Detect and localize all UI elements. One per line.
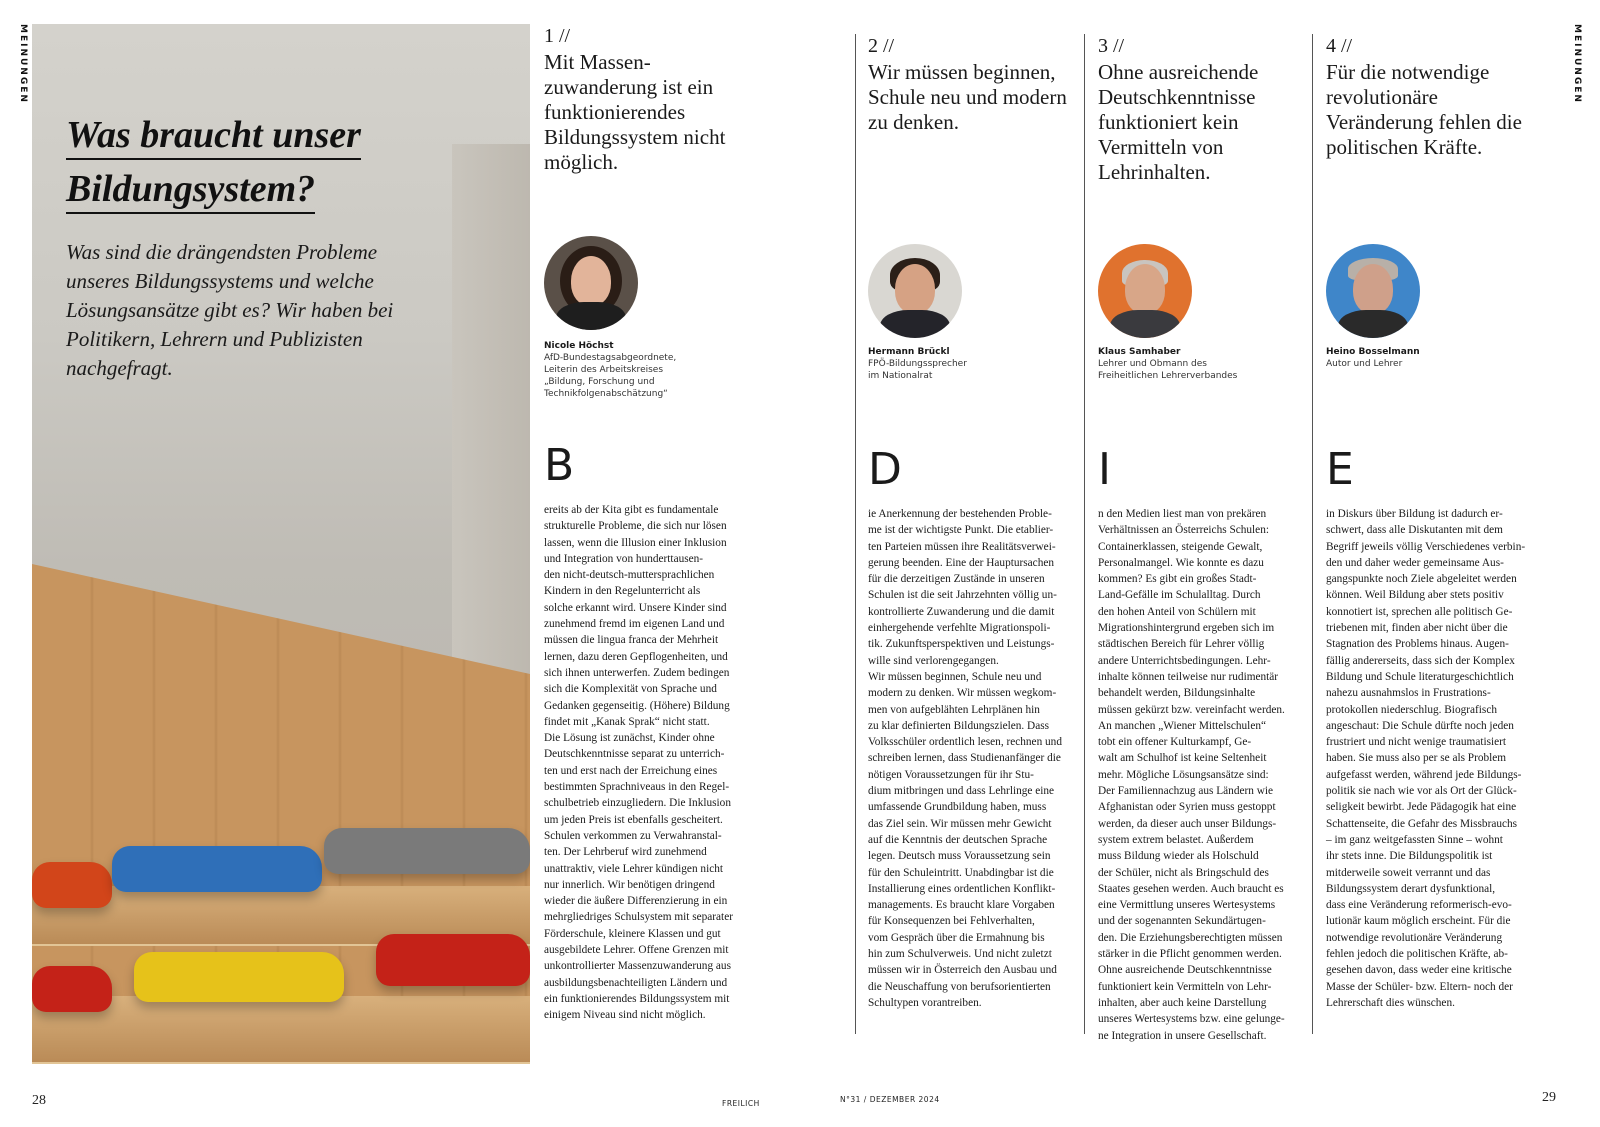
column-number: 3 // [1098,35,1125,57]
column-body-text: ie Anerkennung der bestehenden Proble- me ist der wichtigste Punkt. Die etablier- ten Parteien müssen ihre Realitätsverwei- gerung beenden. Eine der Hauptursachen für die derzeitigen Zustände in unseren Schulen ist die seit Jahrzehnten völlig un- kontrollierte Zuwanderung und die damit einhergehende verfehlte Migrationspoli- tik. Zukunftsperspektiven und Leistungs- wille sind verlorengegangen. Wir müssen beginnen, Schule neu und modern zu denken. Wir müssen wegkom- men von aufgeblähten Lehrplänen hin zu klar definierten Bildungszielen. Dass Volksschüler ordentlich lesen, rechnen und schreiben lernen, dass Studienanfänger die nötigen Voraussetzungen für ihr Stu- dium mitbringen und dass Lehrlinge eine umfassende Grundbildung haben, muss das Ziel sein. Wir müssen mehr Gewicht auf die Kenntnis der deutschen Sprache legen. Deutsch muss Voraussetzung sein für den Schuleintritt. Unabdingbar ist die Installierung eines ordentlichen Konflikt- managements. Es braucht klare Vorgaben für Konsequenzen bei Fehlverhalten, vom Gespräch über die Ermahnung bis hin zum Schulverweis. Und nicht zuletzt müssen wir in Österreich den Ausbau und die Neuschaffung von berufsorientierten Schultypen vorantreiben. [868,508,1062,1009]
section-label-left: MEINUNGEN [18,24,28,104]
person-name: Nicole Höchst [544,341,614,351]
opinion-column-2 [868,24,1080,1064]
photo-cushion-red [376,934,530,986]
portrait-photo [1326,244,1420,338]
article-title [66,108,426,216]
section-label-right: MEINUNGEN [1572,24,1582,104]
column-title: Ohne ausreichende Deutschkenntnisse funktioniert kein Vermitteln von Lehrinhalten. [1098,60,1259,184]
column-number: 2 // [868,35,895,57]
portrait-photo [1098,244,1192,338]
drop-cap: I [1098,444,1111,495]
portrait-photo [544,236,638,330]
column-divider [1084,34,1085,1034]
issue-info: N°31 / DEZEMBER 2024 [840,1095,940,1104]
column-body-text: n den Medien liest man von prekären Verhältnissen an Österreichs Schulen: Containerklassen, steigende Gewalt, Personalmangel. Wie konnte es dazu kommen? Es gibt ein großes Stadt- Land-Gefälle im Schulalltag. Durch den hohen Anteil von Schülern mit Migrationshintergrund ergeben sich im städtischen Bereich für Lehrer völlig andere Unterrichtsbedingungen. Lehr- inhalte können teilweise nur rudimentär behandelt werden, Bildungsinhalte müssen gekürzt bzw. vereinfacht werden. An manchen „Wiener Mittelschulen“ tobt ein offener Kulturkampf, Ge- walt am Schulhof ist keine Seltenheit mehr. Mögliche Lösungsansätze sind: Der Familiennachzug aus Ländern wie Afghanistan oder Syrien muss gestoppt werden, da dieser auch unser Bildungs- system extrem belastet. Außerdem muss Bildung wieder als Holschuld der Schüler, nicht als Bringschuld des Staates gesehen werden. Auch braucht es eine Vermittlung unseres Wertesystems und der sogenannten Sekundärtugen- den. Die Erziehungsberechtigten müssen stärker in die Pflicht genommen werden. Ohne ausreichende Deutschkenntnisse funktioniert kein Vermitteln von Lehr- inhalten, aber auch keine Darstellung unseres Wertesystems bzw. eine gelunge- ne Integration in unsere Gesellschaft. [1098,508,1285,1042]
person-role: Lehrer und Obmann des Freiheitlichen Lehrerverbandes [1098,359,1238,381]
person-role: AfD-Bundestagsabgeordnete, Leiterin des Arbeitskreises „Bildung, Forschung und Technikfolgenabschätzung“ [544,353,677,399]
opinion-column-1 [544,24,756,1064]
column-body-text: in Diskurs über Bildung ist dadurch er- schwert, dass alle Diskutanten mit dem Begriff jeweils völlig Verschiedenes verbin- den und daher weder gemeinsame Aus- gangspunkte noch Ziele abgeleitet werden können. Weil Bildung aber stets positiv konnotiert ist, sprechen alle politisch Ge- triebenen mit, finden aber nicht über die Stagnation des Problems hinaus. Augen- fällig andererseits, dass sich der Komplex Bildung und Schule literaturgeschichtlich nahezu ausnahmslos in Frustrations- protokollen niederschlug. Biografisch angeschaut: Die Schule dürfte noch jeden frustriert und nicht wenige traumatisiert haben. Sie muss also per se als Problem aufgefasst werden, während jede Bildungs- politik sie nach wie vor als Ort der Glück- seligkeit bewirbt. Jede Pädagogik hat eine Schattenseite, die Gefahr des Missbrauchs – im ganz weitgefassten Sinne – wohnt ihr stets inne. Die Bildungspolitik ist mitderweile soweit verrannt und das Bildungssystem derart dysfunktional, dass eine Veränderung reformerisch-evo- lutionär kaum möglich erscheint. Für die notwendige revolutionäre Veränderung fehlen jedoch die politischen Kräfte, ab- gesehen davon, dass weder eine kritische Masse der Schüler- bzw. Eltern- noch der Lehrerschaft dies wünschen. [1326,508,1526,1009]
article-title-line2: Bildungsystem? [66,168,315,214]
drop-cap: E [1326,444,1354,495]
portrait-photo [868,244,962,338]
person-name: Heino Bosselmann [1326,347,1420,357]
page-number-left: 28 [32,1093,46,1108]
column-title: Mit Massen-zuwanderung ist ein funktionierendes Bildungssystem nicht möglich. [544,50,726,174]
column-title: Für die notwendige revolutionäre Veränderung fehlen die politischen Kräfte. [1326,60,1522,159]
column-divider [855,34,856,1034]
column-divider [1312,34,1313,1034]
column-body-text: ereits ab der Kita gibt es fundamentale strukturelle Probleme, die sich nur lösen lassen, wenn die Illusion einer Inklusion und Integration von hunderttausen- den nicht-deutsch-muttersprachlichen Kindern in den Regelunterricht als solche erkannt wird. Unsere Kinder sind zunehmend fremd im eigenen Land und müssen die lingua franca der Mehrheit lernen, dazu deren Gepflogenheiten, und sich ihnen unterwerfen. Zudem bedingen sich die Komplexität von Sprache und Gedanken gegenseitig. (Höhere) Bildung findet mit „Kanak Sprak“ nicht statt. Die Lösung ist zunächst, Kinder ohne Deutschkenntnisse separat zu unterrich- ten und erst nach der Erreichung eines bestimmten Sprachniveaus in den Regel- schulbetrieb einzugliedern. Die Inklusion um jeden Preis ist ebenfalls gescheitert. Schulen verkommen zu Verwahranstal- ten. Der Lehrberuf wird zunehmend unattraktiv, viele Lehrer kündigen nicht nur innerlich. Wir benötigen dringend wieder die äußere Differenzierung in ein mehrgliedriges Schulsystem mit separater Förderschule, kleinere Klassen und gut ausgebildete Lehrer. Offene Grenzen mit unkontrollierter Massenzuwanderung aus ausbildungsbenachteiligten Ländern und ein funktionierendes Bildungssystem mit einigem Niveau sind nicht möglich. [544,504,733,1022]
photo-cushion-orange [32,862,112,908]
person-role: FPÖ-Bildungssprecher im Nationalrat [868,359,967,381]
person-role: Autor und Lehrer [1326,359,1403,369]
person-name: Hermann Brückl [868,347,950,357]
article-intro: Was sind die drängendsten Probleme unseres Bildungssystems und welche Lösungsansätze gibt es? Wir haben bei Politikern, Lehrern und Publizisten nachgefragt. [66,240,394,380]
photo-cushion-yellow [134,952,344,1002]
photo-cushion-blue [112,846,322,892]
person-name: Klaus Samhaber [1098,347,1181,357]
article-title-line1: Was braucht unser [66,114,361,160]
page-number-right: 29 [1542,1090,1556,1105]
column-number: 1 // [544,25,571,47]
opinion-column-4 [1326,24,1538,1064]
opinion-column-3 [1098,24,1310,1064]
drop-cap: B [544,440,575,491]
photo-cushion-grey [324,828,530,874]
magazine-name: FREILICH [722,1099,760,1108]
column-number: 4 // [1326,35,1353,57]
column-title: Wir müssen beginnen, Schule neu und modern zu denken. [868,60,1067,134]
photo-cushion-red-left [32,966,112,1012]
drop-cap: D [868,444,902,495]
